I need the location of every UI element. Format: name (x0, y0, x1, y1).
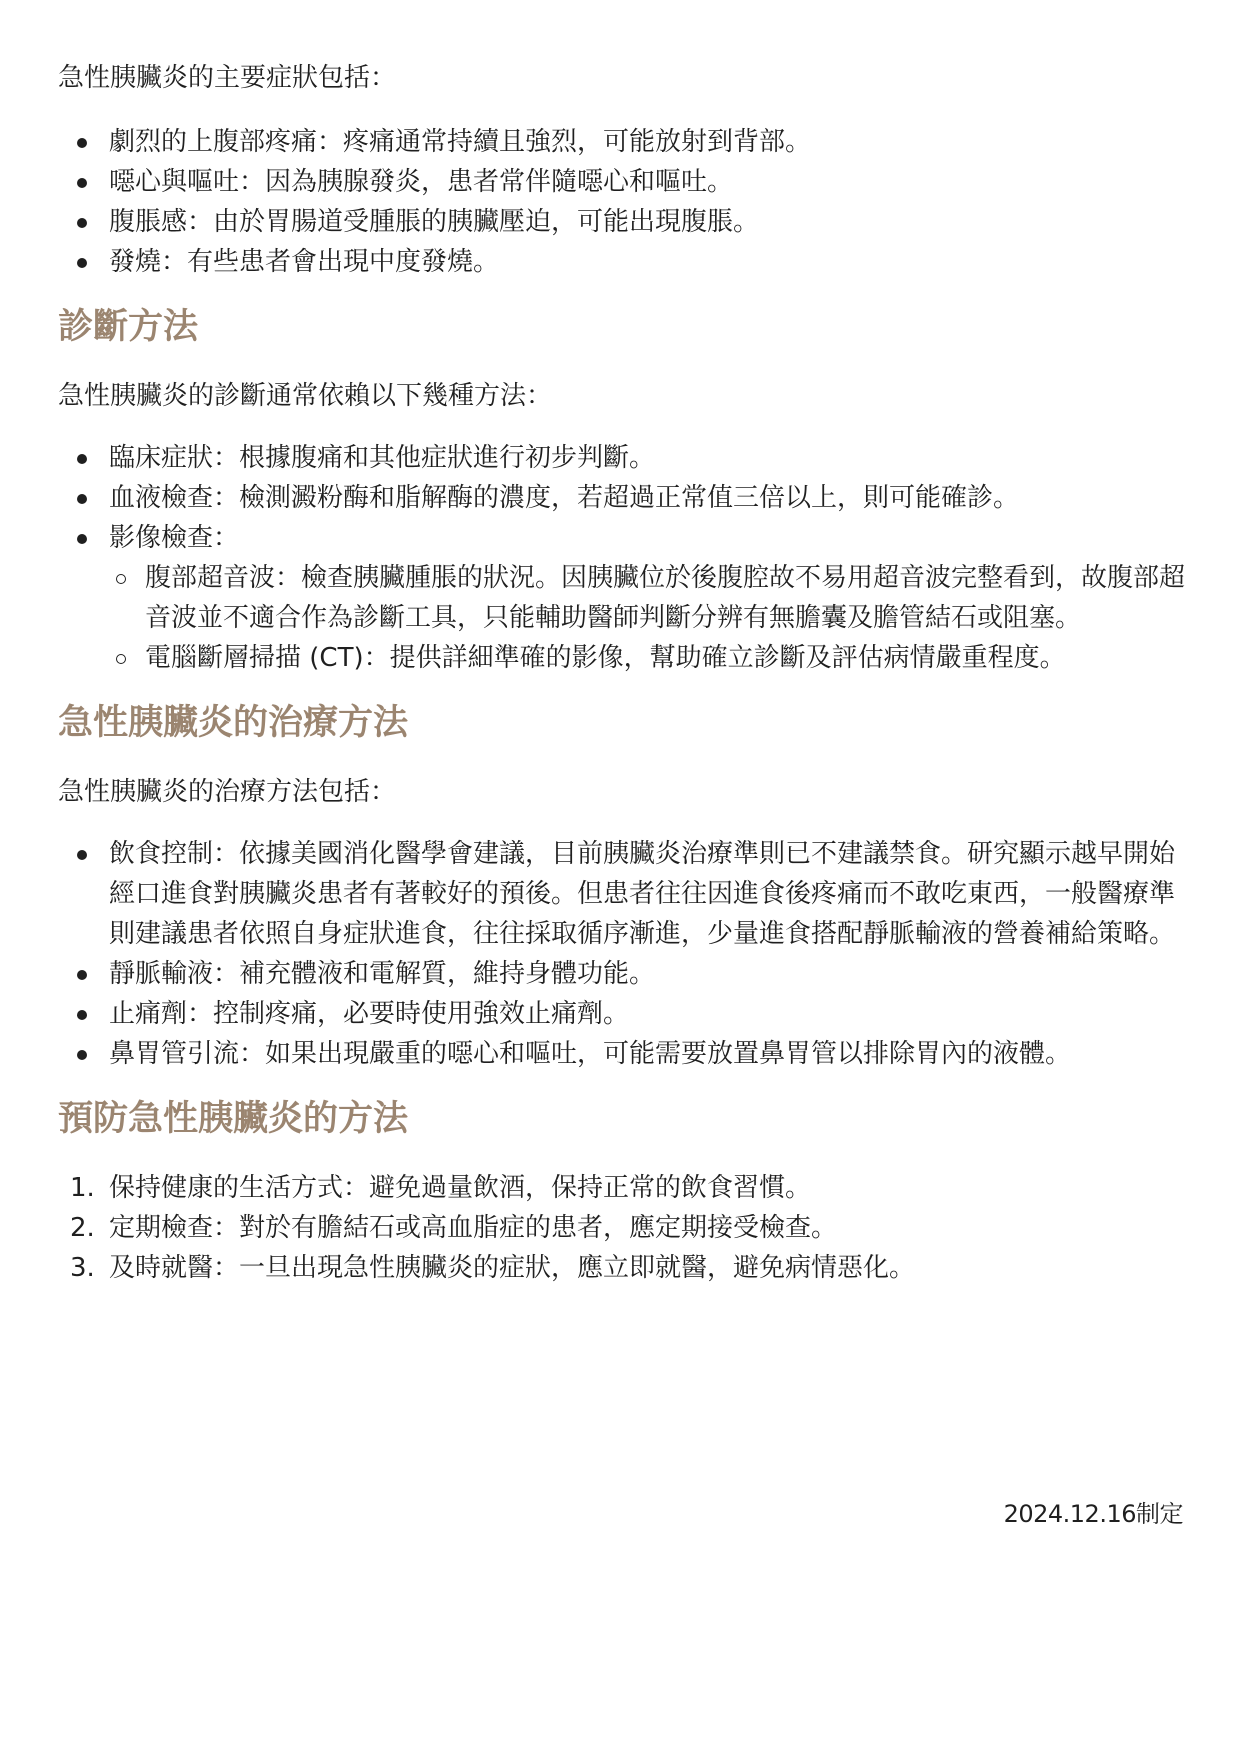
list-item: 止痛劑：控制疼痛，必要時使用強效止痛劑。 (58, 994, 1188, 1034)
list-item: 飲食控制：依據美國消化醫學會建議，目前胰臟炎治療準則已不建議禁食。研究顯示越早開始經口進食對胰臟炎患者有著較好的預後。但患者往往因進食後疼痛而不敢吃東西，一般醫療準則建議患者依照自身症狀進食，往往採取循序漸進，少量進食搭配靜脈輸液的營養補給策略。 (58, 834, 1188, 954)
sub-list-item: 腹部超音波：檢查胰臟腫脹的狀況。因胰臟位於後腹腔故不易用超音波完整看到，故腹部超音波並不適合作為診斷工具，只能輔助醫師判斷分辨有無膽囊及膽管結石或阻塞。 (58, 558, 1188, 638)
bullet-icon (77, 258, 87, 268)
list-item: 臨床症狀：根據腹痛和其他症狀進行初步判斷。 (58, 438, 1188, 478)
list-item: 3. 及時就醫：一旦出現急性胰臟炎的症狀，應立即就醫，避免病情惡化。 (70, 1253, 916, 1283)
list-item: 發燒：有些患者會出現中度發燒。 (58, 242, 1188, 282)
bullet-icon (77, 218, 87, 228)
date-note: 2024.12.16制定 (1003, 1500, 1183, 1528)
bullet-icon (77, 970, 87, 980)
bullet-icon (77, 494, 87, 504)
list-item: 1. 保持健康的生活方式：避免過量飲酒，保持正常的飲食習慣。 (70, 1173, 812, 1203)
symptoms-list (58, 122, 1188, 282)
diagnosis-intro: 急性胰臟炎的診斷通常依賴以下幾種方法： (58, 381, 553, 411)
symptoms-intro: 急性胰臟炎的主要症狀包括： (58, 63, 397, 93)
list-item: 靜脈輸液：補充體液和電解質，維持身體功能。 (58, 954, 1188, 994)
list-item: 腹脹感：由於胃腸道受腫脹的胰臟壓迫，可能出現腹脹。 (58, 202, 1188, 242)
bullet-icon (77, 1010, 87, 1020)
bullet-icon (77, 138, 87, 148)
prevention-list (58, 1168, 1188, 1288)
list-item: 鼻胃管引流：如果出現嚴重的噁心和嘔吐，可能需要放置鼻胃管以排除胃內的液體。 (58, 1034, 1188, 1074)
bullet-icon (77, 850, 87, 860)
section-heading-diagnosis: 診斷方法 (58, 307, 199, 347)
treatment-list (58, 834, 1188, 1074)
section-heading-prevention: 預防急性胰臟炎的方法 (58, 1099, 409, 1139)
list-item: 影像檢查： (58, 518, 1188, 558)
section-heading-treatment: 急性胰臟炎的治療方法 (58, 703, 409, 743)
bullet-icon (77, 1050, 87, 1060)
sub-list-item: 電腦斷層掃描 (CT)：提供詳細準確的影像，幫助確立診斷及評估病情嚴重程度。 (58, 638, 1188, 678)
list-item: 2. 定期檢查：對於有膽結石或高血脂症的患者，應定期接受檢查。 (70, 1213, 838, 1243)
list-item: 劇烈的上腹部疼痛：疼痛通常持續且強烈，可能放射到背部。 (58, 122, 1188, 162)
treatment-intro: 急性胰臟炎的治療方法包括： (58, 777, 397, 807)
bullet-icon (77, 454, 87, 464)
bullet-icon (77, 178, 87, 188)
diagnosis-list (58, 438, 1188, 558)
hollow-bullet-icon (116, 574, 126, 584)
hollow-bullet-icon (116, 654, 126, 664)
imaging-sublist (58, 558, 1188, 678)
document-page (58, 0, 1188, 1288)
list-item: 噁心與嘔吐：因為胰腺發炎，患者常伴隨噁心和嘔吐。 (58, 162, 1188, 202)
list-item: 血液檢查：檢測澱粉酶和脂解酶的濃度，若超過正常值三倍以上，則可能確診。 (58, 478, 1188, 518)
bullet-icon (77, 534, 87, 544)
